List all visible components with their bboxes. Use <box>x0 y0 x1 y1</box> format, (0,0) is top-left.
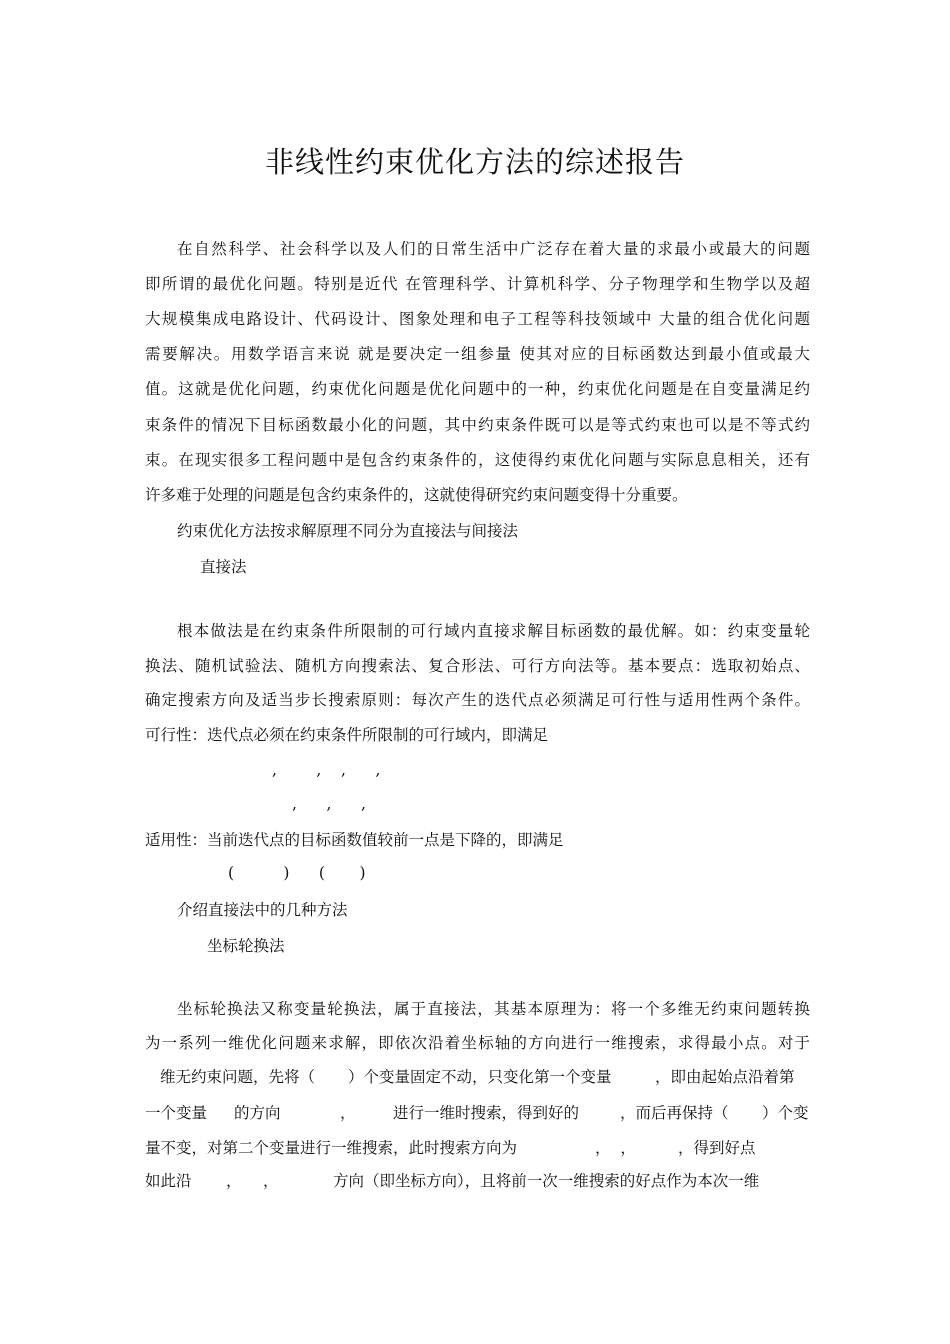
coord-fragment: 进行一维时搜索，得到好的 <box>393 1104 580 1122</box>
formula-feasibility-1: , , , , <box>272 761 381 779</box>
coord-line: 坐标轮换法又称变量轮换法，属于直接法，其基本原理为：将一个多维无约束问题转换 <box>177 1000 810 1018</box>
coord-fragment: ， ， <box>595 1139 636 1157</box>
coord-line: 为一系列一维优化问题来求解，即依次沿着坐标轴的方向进行一维搜索，求得最小点。对于 <box>145 1034 810 1052</box>
section-heading-direct: 直接法 <box>200 558 247 576</box>
intro-line: 许多难于处理的问题是包含约束条件的，这就使得研究约束问题变得十分重要。 <box>145 486 688 504</box>
coord-fragment: 方向（即坐标方向），且将前一次一维搜索的好点作为本次一维 <box>333 1172 760 1190</box>
coord-fragment: 的方向 <box>234 1104 281 1122</box>
coord-fragment: ， <box>340 1104 356 1122</box>
direct-line: 换法、随机试验法、随机方向搜索法、复合形法、可行方向法等。基本要点：选取初始点、 <box>145 657 810 675</box>
intro-line: 即所谓的最优化问题。特别是近代 在管理科学、计算机科学、分子物理学和生物学以及超 <box>145 275 810 293</box>
coord-fragment: ）个变 <box>762 1104 809 1122</box>
coord-fragment: ）个变量固定不动，只变化第一个变量 <box>348 1068 612 1086</box>
coord-fragment: 量不变，对第二个变量进行一维搜索，此时搜索方向为 <box>145 1139 518 1157</box>
direct-line: 可行性：迭代点必须在约束条件所限制的可行域内，即满足 <box>145 726 549 744</box>
coord-fragment: 如此沿 <box>145 1172 192 1190</box>
intro-line: 在自然科学、社会科学以及人们的日常生活中广泛存在着大量的求最小或最大的问题 <box>177 240 810 258</box>
applicability-line: 适用性：当前迭代点的目标函数值较前一点是下降的，即满足 <box>145 831 564 849</box>
intro-line: 大规模集成电路设计、代码设计、图象处理和电子工程等科技领域中 大量的组合优化问题 <box>145 310 810 328</box>
intro-line: 束。在现实很多工程问题中是包含约束条件的，这使得约束优化问题与实际息息相关，还有 <box>145 451 810 469</box>
coord-fragment: 维无约束问题，先将（ <box>160 1068 316 1086</box>
intro-line: 值。这就是优化问题，约束优化问题是优化问题中的一种，约束优化问题是在自变量满足约 <box>145 380 810 398</box>
document-title: 非线性约束优化方法的综述报告 <box>264 145 685 179</box>
intro-line: 束条件的情况下目标函数最小化的问题，其中约束条件既可以是等式约束也可以是不等式约 <box>145 416 810 434</box>
formula-feasibility-2: , , , <box>292 795 366 813</box>
coord-fragment: ， <box>226 1172 242 1190</box>
direct-line: 确定搜索方向及适当步长搜索原则：每次产生的迭代点必须满足可行性与适用性两个条件。 <box>145 691 810 709</box>
coord-fragment: 一个变量 <box>145 1104 208 1122</box>
section-heading-coordinate: 坐标轮换法 <box>207 937 285 955</box>
intro-methods-line: 介绍直接法中的几种方法 <box>177 901 348 919</box>
coord-fragment: ，即由起始点沿着第 <box>655 1068 795 1086</box>
intro-line: 需要解决。用数学语言来说 就是要决定一组参量 使其对应的目标函数达到最小值或最大 <box>145 345 810 363</box>
coord-fragment: ，得到好点 <box>678 1139 756 1157</box>
coord-fragment: ，而后再保持（ <box>620 1104 729 1122</box>
formula-applicability: ( ) ( ) <box>228 864 366 882</box>
coord-fragment: ， <box>263 1172 279 1190</box>
classification-sentence: 约束优化方法按求解原理不同分为直接法与间接法 <box>177 522 519 540</box>
direct-line: 根本做法是在约束条件所限制的可行域内直接求解目标函数的最优解。如：约束变量轮 <box>177 622 810 640</box>
